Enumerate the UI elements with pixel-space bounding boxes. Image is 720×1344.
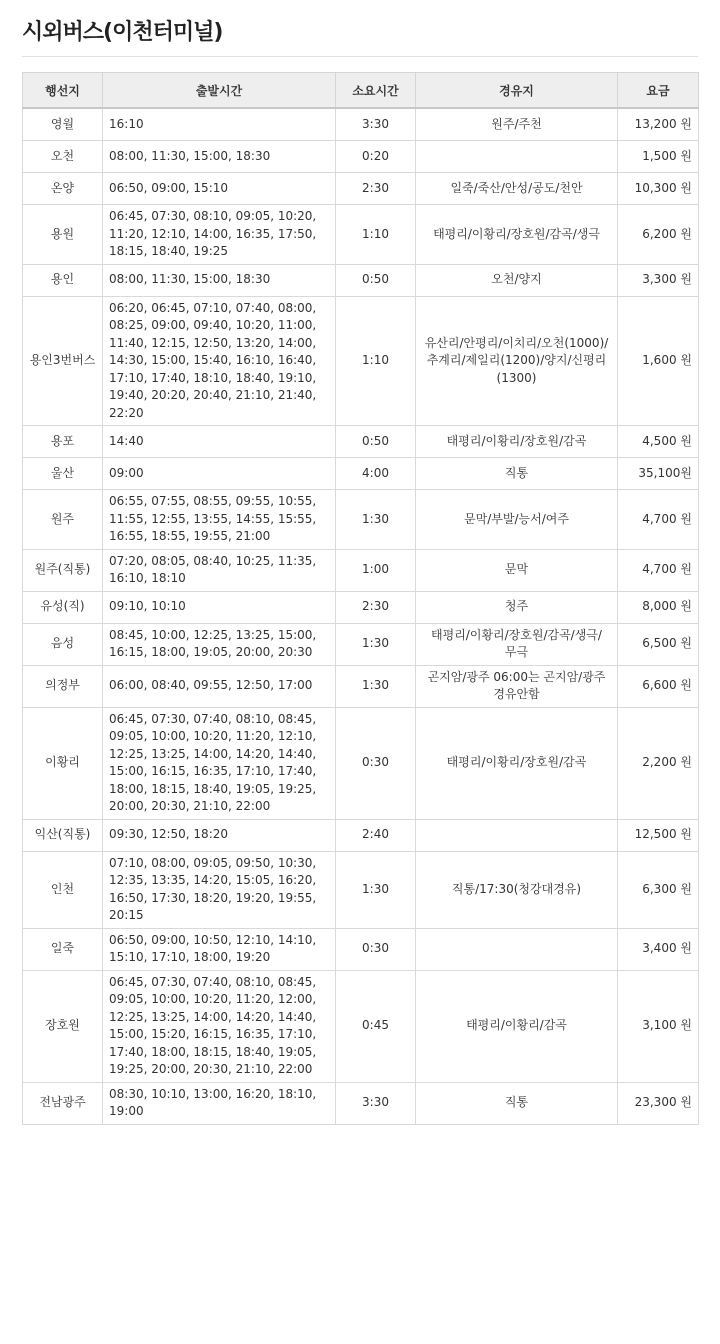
cell-via: 원주/주천 bbox=[416, 108, 618, 141]
cell-destination: 이황리 bbox=[23, 707, 103, 819]
table-header-row bbox=[23, 73, 699, 109]
cell-duration: 0:30 bbox=[336, 707, 416, 819]
cell-fare: 13,200 원 bbox=[618, 108, 699, 141]
cell-destination: 원주 bbox=[23, 490, 103, 550]
cell-fare: 4,500 원 bbox=[618, 426, 699, 458]
cell-departure-times: 09:00 bbox=[103, 458, 336, 490]
cell-fare: 10,300 원 bbox=[618, 173, 699, 205]
cell-destination: 울산 bbox=[23, 458, 103, 490]
cell-departure-times: 06:45, 07:30, 07:40, 08:10, 08:45, 09:05, 10:00, 10:20, 11:20, 12:00, 12:25, 13:25, 14:00, 14:20, 14:40, 15:00, 15:20, 16:15, 16:35, 17:10, 17:40, 18:00, 18:15, 18:40, 19:05, 19:25, 20:00, 20:30, 21:10, 22:00 bbox=[103, 970, 336, 1082]
cell-departure-times: 07:10, 08:00, 09:05, 09:50, 10:30, 12:35, 13:35, 14:20, 15:05, 16:20, 16:50, 17:30, 18:20, 19:20, 19:55, 20:15 bbox=[103, 851, 336, 928]
cell-destination: 장호원 bbox=[23, 970, 103, 1082]
cell-departure-times: 16:10 bbox=[103, 108, 336, 141]
header-fare: 요금 bbox=[618, 73, 699, 109]
table-row bbox=[23, 707, 699, 819]
title-divider bbox=[22, 56, 698, 57]
table-row bbox=[23, 205, 699, 265]
cell-duration: 0:20 bbox=[336, 141, 416, 173]
cell-via bbox=[416, 141, 618, 173]
cell-departure-times: 06:50, 09:00, 15:10 bbox=[103, 173, 336, 205]
cell-via: 오천/양지 bbox=[416, 264, 618, 296]
cell-destination: 온양 bbox=[23, 173, 103, 205]
cell-destination: 익산(직통) bbox=[23, 819, 103, 851]
table-row bbox=[23, 426, 699, 458]
cell-via: 청주 bbox=[416, 591, 618, 623]
cell-departure-times: 06:50, 09:00, 10:50, 12:10, 14:10, 15:10, 17:10, 18:00, 19:20 bbox=[103, 928, 336, 970]
cell-destination: 오천 bbox=[23, 141, 103, 173]
cell-destination: 전남광주 bbox=[23, 1082, 103, 1124]
cell-via: 문막/부발/능서/여주 bbox=[416, 490, 618, 550]
cell-duration: 0:30 bbox=[336, 928, 416, 970]
cell-via: 직통 bbox=[416, 458, 618, 490]
cell-duration: 0:45 bbox=[336, 970, 416, 1082]
cell-fare: 1,600 원 bbox=[618, 296, 699, 426]
cell-fare: 35,100원 bbox=[618, 458, 699, 490]
cell-via: 태평리/이황리/감곡 bbox=[416, 970, 618, 1082]
cell-fare: 1,500 원 bbox=[618, 141, 699, 173]
cell-via: 곤지암/광주 06:00는 곤지암/광주 경유안함 bbox=[416, 665, 618, 707]
cell-destination: 영월 bbox=[23, 108, 103, 141]
table-row bbox=[23, 591, 699, 623]
table-row bbox=[23, 623, 699, 665]
cell-via bbox=[416, 819, 618, 851]
cell-duration: 0:50 bbox=[336, 264, 416, 296]
header-duration: 소요시간 bbox=[336, 73, 416, 109]
cell-departure-times: 09:10, 10:10 bbox=[103, 591, 336, 623]
cell-departure-times: 06:45, 07:30, 07:40, 08:10, 08:45, 09:05, 10:00, 10:20, 11:20, 12:10, 12:25, 13:25, 14:00, 14:20, 14:40, 15:00, 16:15, 16:35, 17:10, 17:40, 18:00, 18:15, 18:40, 19:05, 19:25, 20:00, 20:30, 21:10, 22:00 bbox=[103, 707, 336, 819]
cell-via: 직통/17:30(청강대경유) bbox=[416, 851, 618, 928]
table-row bbox=[23, 173, 699, 205]
cell-departure-times: 09:30, 12:50, 18:20 bbox=[103, 819, 336, 851]
cell-fare: 12,500 원 bbox=[618, 819, 699, 851]
cell-duration: 1:30 bbox=[336, 665, 416, 707]
table-row bbox=[23, 490, 699, 550]
cell-destination: 원주(직통) bbox=[23, 549, 103, 591]
table-row bbox=[23, 296, 699, 426]
cell-duration: 2:30 bbox=[336, 591, 416, 623]
cell-via: 일죽/죽산/안성/공도/천안 bbox=[416, 173, 618, 205]
cell-via: 태평리/이황리/장호원/감곡/생극/무극 bbox=[416, 623, 618, 665]
cell-destination: 용인3번버스 bbox=[23, 296, 103, 426]
cell-fare: 4,700 원 bbox=[618, 490, 699, 550]
cell-destination: 용포 bbox=[23, 426, 103, 458]
cell-via: 문막 bbox=[416, 549, 618, 591]
cell-destination: 인천 bbox=[23, 851, 103, 928]
table-row bbox=[23, 819, 699, 851]
cell-fare: 3,100 원 bbox=[618, 970, 699, 1082]
bus-schedule-table bbox=[22, 72, 699, 1125]
table-row bbox=[23, 549, 699, 591]
cell-destination: 의정부 bbox=[23, 665, 103, 707]
cell-via bbox=[416, 928, 618, 970]
cell-departure-times: 08:00, 11:30, 15:00, 18:30 bbox=[103, 141, 336, 173]
table-row bbox=[23, 141, 699, 173]
cell-departure-times: 08:45, 10:00, 12:25, 13:25, 15:00, 16:15, 18:00, 19:05, 20:00, 20:30 bbox=[103, 623, 336, 665]
cell-departure-times: 08:30, 10:10, 13:00, 16:20, 18:10, 19:00 bbox=[103, 1082, 336, 1124]
cell-duration: 1:30 bbox=[336, 623, 416, 665]
cell-destination: 용인 bbox=[23, 264, 103, 296]
table-row bbox=[23, 264, 699, 296]
cell-duration: 1:30 bbox=[336, 490, 416, 550]
cell-via: 태평리/이황리/장호원/감곡 bbox=[416, 426, 618, 458]
cell-departure-times: 06:55, 07:55, 08:55, 09:55, 10:55, 11:55, 12:55, 13:55, 14:55, 15:55, 16:55, 18:55, 19:55, 21:00 bbox=[103, 490, 336, 550]
cell-via: 태평리/이황리/장호원/감곡 bbox=[416, 707, 618, 819]
cell-fare: 2,200 원 bbox=[618, 707, 699, 819]
cell-departure-times: 06:20, 06:45, 07:10, 07:40, 08:00, 08:25, 09:00, 09:40, 10:20, 11:00, 11:40, 12:15, 12:50, 13:20, 14:00, 14:30, 15:00, 15:40, 16:10, 16:40, 17:10, 17:40, 18:10, 18:40, 19:10, 19:40, 20:20, 20:40, 21:10, 21:40, 22:20 bbox=[103, 296, 336, 426]
cell-duration: 2:30 bbox=[336, 173, 416, 205]
cell-duration: 3:30 bbox=[336, 1082, 416, 1124]
table-row bbox=[23, 970, 699, 1082]
header-destination: 행선지 bbox=[23, 73, 103, 109]
cell-duration: 4:00 bbox=[336, 458, 416, 490]
cell-fare: 6,300 원 bbox=[618, 851, 699, 928]
cell-fare: 6,600 원 bbox=[618, 665, 699, 707]
table-row bbox=[23, 851, 699, 928]
cell-via: 직통 bbox=[416, 1082, 618, 1124]
cell-via: 유산리/안평리/이치리/오천(1000)/추계리/제일리(1200)/양지/신평리(1300) bbox=[416, 296, 618, 426]
cell-duration: 1:00 bbox=[336, 549, 416, 591]
cell-duration: 1:10 bbox=[336, 296, 416, 426]
cell-destination: 일죽 bbox=[23, 928, 103, 970]
cell-departure-times: 14:40 bbox=[103, 426, 336, 458]
cell-destination: 음성 bbox=[23, 623, 103, 665]
table-body bbox=[23, 108, 699, 1124]
header-departure: 출발시간 bbox=[103, 73, 336, 109]
cell-via: 태평리/이황리/장호원/감곡/생극 bbox=[416, 205, 618, 265]
cell-duration: 1:10 bbox=[336, 205, 416, 265]
table-row bbox=[23, 928, 699, 970]
header-via: 경유지 bbox=[416, 73, 618, 109]
cell-duration: 2:40 bbox=[336, 819, 416, 851]
cell-fare: 6,500 원 bbox=[618, 623, 699, 665]
cell-fare: 6,200 원 bbox=[618, 205, 699, 265]
cell-departure-times: 06:45, 07:30, 08:10, 09:05, 10:20, 11:20, 12:10, 14:00, 16:35, 17:50, 18:15, 18:40, 19:25 bbox=[103, 205, 336, 265]
table-row bbox=[23, 458, 699, 490]
cell-departure-times: 06:00, 08:40, 09:55, 12:50, 17:00 bbox=[103, 665, 336, 707]
cell-duration: 0:50 bbox=[336, 426, 416, 458]
cell-duration: 1:30 bbox=[336, 851, 416, 928]
page-title: 시외버스(이천터미널) bbox=[22, 20, 223, 45]
table-row bbox=[23, 1082, 699, 1124]
cell-fare: 8,000 원 bbox=[618, 591, 699, 623]
cell-fare: 23,300 원 bbox=[618, 1082, 699, 1124]
cell-fare: 3,400 원 bbox=[618, 928, 699, 970]
table-row bbox=[23, 108, 699, 141]
cell-departure-times: 08:00, 11:30, 15:00, 18:30 bbox=[103, 264, 336, 296]
cell-departure-times: 07:20, 08:05, 08:40, 10:25, 11:35, 16:10, 18:10 bbox=[103, 549, 336, 591]
cell-destination: 용원 bbox=[23, 205, 103, 265]
cell-fare: 3,300 원 bbox=[618, 264, 699, 296]
cell-destination: 유성(직) bbox=[23, 591, 103, 623]
cell-duration: 3:30 bbox=[336, 108, 416, 141]
table-row bbox=[23, 665, 699, 707]
cell-fare: 4,700 원 bbox=[618, 549, 699, 591]
